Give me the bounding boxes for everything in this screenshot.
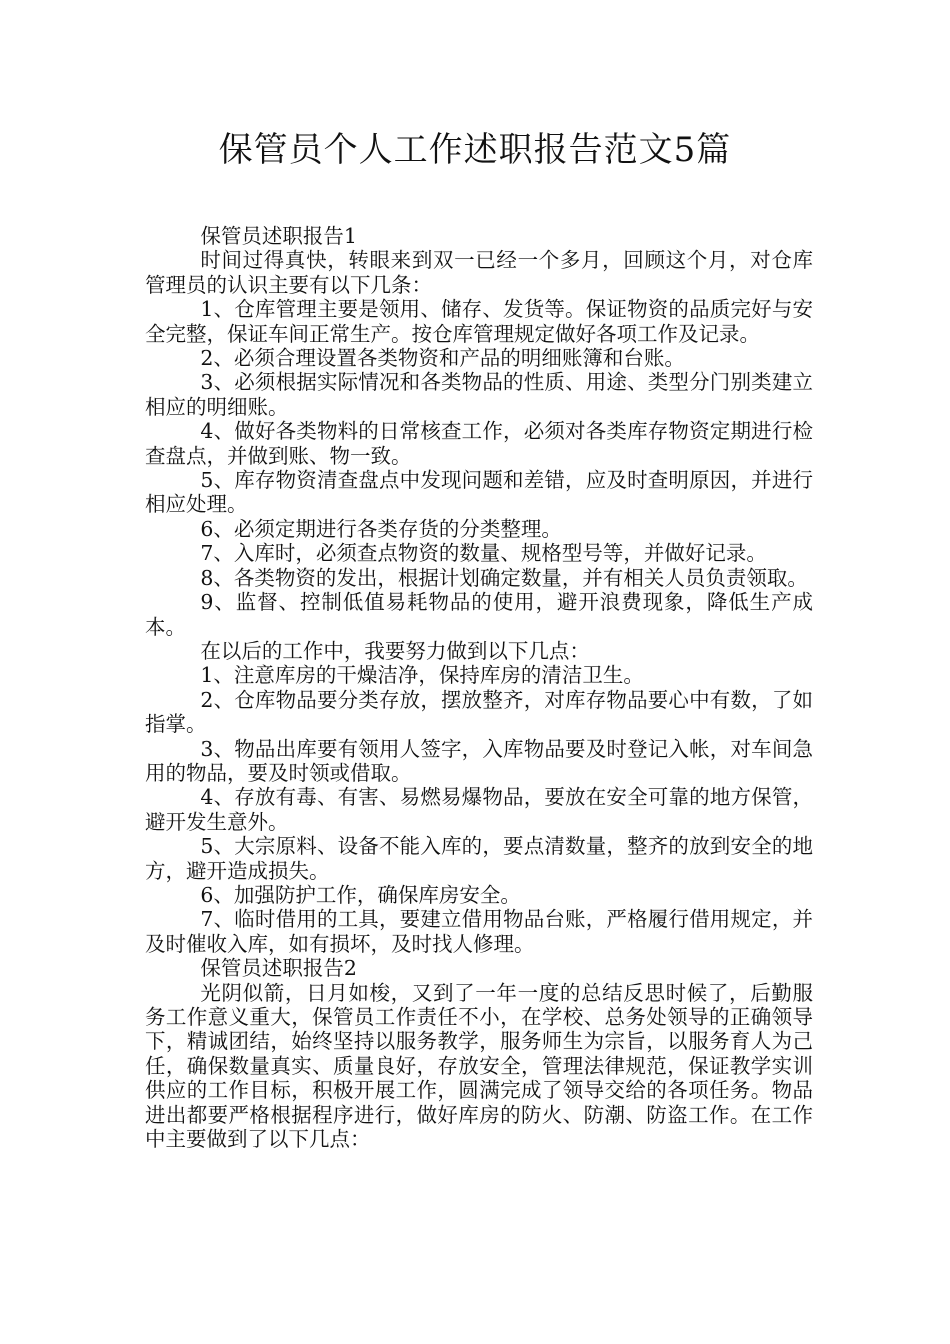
document-title: 保管员个人工作述职报告范文5篇 <box>218 130 732 170</box>
list-item: 9、监督、控制低值易耗物品的使用，避开浪费现象，降低生产成本。 <box>145 590 813 639</box>
list-item: 7、入库时，必须查点物资的数量、规格型号等，并做好记录。 <box>200 541 767 566</box>
section-heading-report-1: 保管员述职报告1 <box>200 224 357 248</box>
future-plan-intro: 在以后的工作中，我要努力做到以下几点： <box>200 638 590 663</box>
intro-paragraph: 时间过得真快，转眼来到双一已经一个多月，回顾这个月，对仓库管理员的认识主要有以下几条： <box>145 248 813 297</box>
list-item: 7、临时借用的工具，要建立借用物品台账，严格履行借用规定，并及时催收入库，如有损坏，及时找人修理。 <box>145 907 813 956</box>
list-item: 8、各类物资的发出，根据计划确定数量，并有相关人员负责领取。 <box>200 565 808 590</box>
list-item: 4、做好各类物料的日常核查工作，必须对各类库存物资定期进行检查盘点，并做到账、物一致。 <box>145 419 813 468</box>
list-item: 1、注意库房的干燥洁净，保持库房的清洁卫生。 <box>200 663 644 688</box>
list-item: 3、物品出库要有领用人签字，入库物品要及时登记入帐，对车间急用的物品，要及时领或借取。 <box>145 736 813 785</box>
list-item: 2、仓库物品要分类存放，摆放整齐，对库存物品要心中有数，了如指掌。 <box>145 687 813 737</box>
list-item: 3、必须根据实际情况和各类物品的性质、用途、类型分门别类建立相应的明细账。 <box>145 370 813 419</box>
list-item: 4、存放有毒、有害、易燃易爆物品，要放在安全可靠的地方保管，避开发生意外。 <box>145 785 813 834</box>
document-body <box>145 224 813 1151</box>
list-item: 1、仓库管理主要是领用、储存、发货等。保证物资的品质完好与安全完整，保证车间正常生产。按仓库管理规定做好各项工作及记录。 <box>145 297 813 346</box>
list-item: 6、必须定期进行各类存货的分类整理。 <box>200 516 562 541</box>
list-item: 5、库存物资清查盘点中发现问题和差错，应及时查明原因，并进行相应处理。 <box>145 468 813 517</box>
list-item: 6、加强防护工作，确保库房安全。 <box>200 882 521 907</box>
list-item: 5、大宗原料、设备不能入库的，要点清数量，整齐的放到安全的地方，避开造成损失。 <box>145 834 813 883</box>
body-paragraph: 光阴似箭，日月如梭，又到了一年一度的总结反思时候了，后勤服务工作意义重大，保管员工作责任不小，在学校、总务处领导的正确领导下，精诚团结，始终坚持以服务教学，服务师生为宗旨，以服务育人为己任，确保数量真实、质量良好，存放安全，管理法律规范，保证教学实训供应的工作目标，积极开展工作，圆满完成了领导交给的各项任务。物品进出都要严格根据程序进行，做好库房的防火、防潮、防盗工作。在工作中主要做到了以下几点： <box>145 980 813 1152</box>
list-item: 2、必须合理设置各类物资和产品的明细账簿和台账。 <box>200 346 685 371</box>
section-heading-report-2: 保管员述职报告2 <box>200 956 357 981</box>
